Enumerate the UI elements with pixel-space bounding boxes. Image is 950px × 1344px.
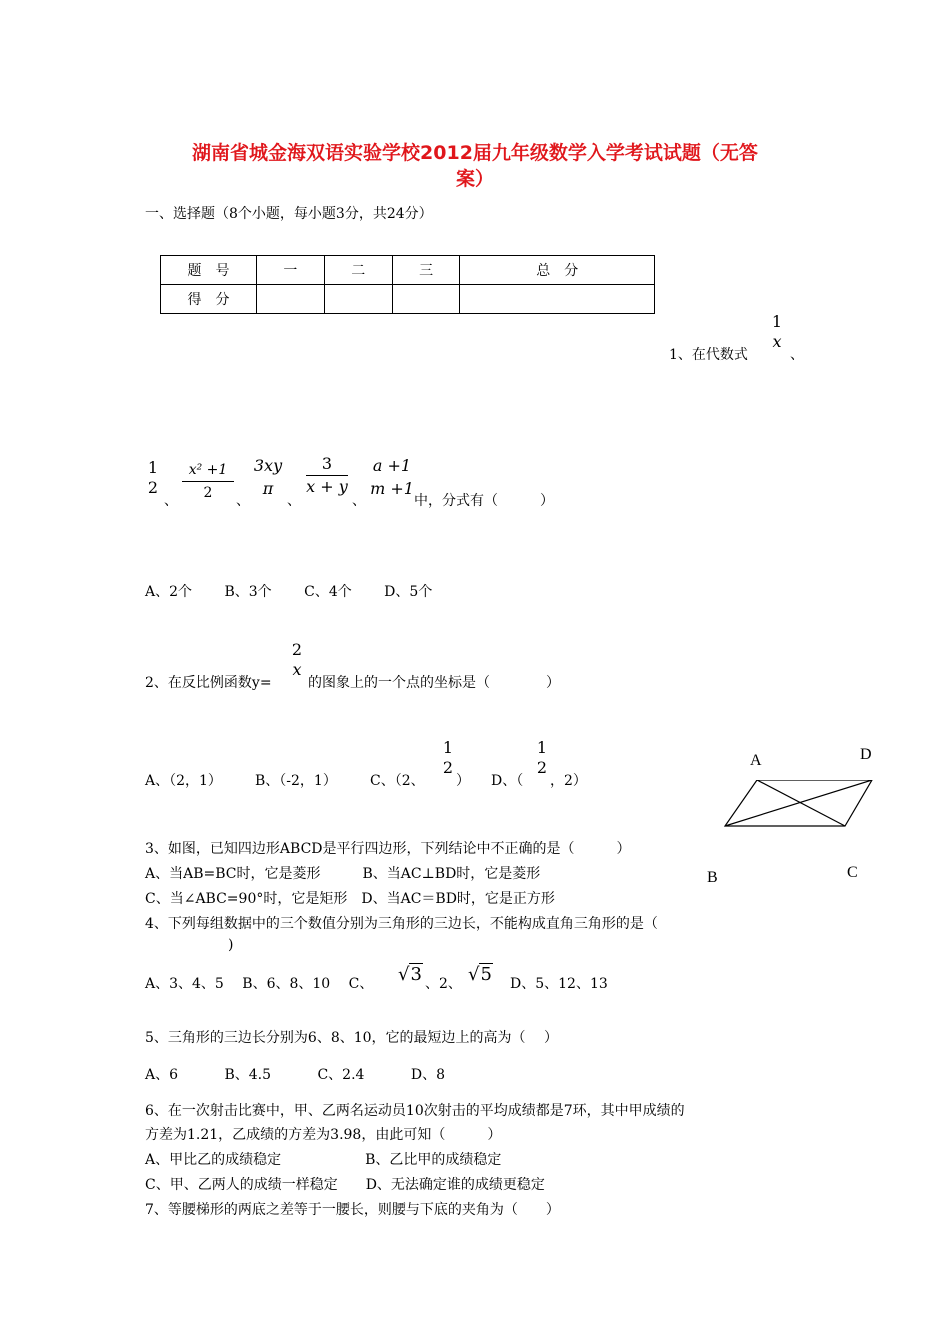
score-cell[interactable]	[257, 285, 325, 314]
q3-options-ab: A、当AB=BC时，它是菱形 B、当AC⊥BD时，它是菱形	[145, 866, 541, 882]
q2-stem-post: 的图象上的一个点的坐标是（ ）	[308, 675, 560, 691]
q1-fraction-b	[182, 460, 234, 503]
q1-frac-den: x	[772, 332, 782, 351]
diagonal-ac	[757, 780, 845, 826]
point-label-a: A	[750, 752, 762, 769]
q1-sep: 、	[164, 493, 178, 509]
point-label-b: B	[707, 869, 718, 886]
q4-stem-line2: )	[228, 937, 234, 953]
q1-separator: 、	[790, 347, 804, 363]
score-row-label: 得 分	[161, 285, 257, 314]
frac-num: x² +1	[188, 462, 228, 478]
q1-sep: 、	[287, 493, 301, 509]
q5-options: A、6 B、4.5 C、2.4 D、8	[145, 1067, 446, 1083]
frac-num: 2	[291, 640, 303, 659]
frac-den: m +1	[370, 479, 414, 498]
q2-option-d-pre: D、（	[491, 773, 524, 789]
sqrt-radicand: 3	[410, 964, 422, 985]
score-table-header-row	[161, 256, 655, 285]
score-cell[interactable]	[460, 285, 655, 314]
frac-den: π	[262, 479, 274, 498]
q4-option-d: D、5、12、13	[510, 976, 608, 992]
q1-sep: 、	[236, 493, 250, 509]
frac-den: 2	[536, 758, 548, 777]
score-table	[160, 255, 655, 314]
q4-separator: 、2、	[425, 976, 462, 992]
parallelogram-figure	[720, 780, 890, 840]
title-line-1: 湖南省城金海双语实验学校2012届九年级数学入学考试试题（无答	[192, 142, 758, 164]
q2-option-d-post: ，2）	[550, 773, 587, 789]
q1-fraction-e	[370, 456, 414, 499]
q4-sqrt-3: √3	[398, 964, 422, 985]
q1-fraction-c	[252, 456, 284, 499]
score-header-cell: 题 号	[161, 256, 257, 285]
q1-stem-post: 中，分式有（ ）	[414, 493, 554, 509]
q1-stem-pre: 1、在代数式	[669, 347, 748, 363]
q2-option-d-half	[535, 738, 549, 778]
q4-stem-line1: 4、下列每组数据中的三个数值分别为三角形的三边长，不能构成直角三角形的是（	[145, 916, 658, 932]
score-cell[interactable]	[392, 285, 460, 314]
q1-options: A、2个 B、3个 C、4个 D、5个	[145, 584, 433, 600]
q2-option-c-post: ）	[456, 773, 470, 789]
q1-frac-num: 1	[771, 312, 783, 331]
q4-sqrt-5: √5	[468, 964, 492, 985]
section-heading: 一、选择题（8个小题，每小题3分，共24分）	[145, 206, 433, 222]
frac-den: 2	[203, 485, 213, 501]
q3-stem: 3、如图，已知四边形ABCD是平行四边形，下列结论中不正确的是（ ）	[145, 841, 631, 857]
score-table-score-row	[161, 285, 655, 314]
q2-option-a: A、（2，1）	[145, 773, 222, 789]
frac-num: a +1	[372, 456, 412, 475]
score-header-cell: 一	[257, 256, 325, 285]
q6-stem-line1: 6、在一次射击比赛中，甲、乙两名运动员10次射击的平均成绩都是7环，其中甲成绩的	[145, 1103, 685, 1119]
frac-num: 1	[536, 738, 548, 757]
score-header-cell: 总 分	[460, 256, 655, 285]
q1-fraction-a	[145, 458, 161, 498]
q2-fraction	[290, 640, 304, 680]
q6-stem-line2: 方差为1.21，乙成绩的方差为3.98，由此可知（ ）	[145, 1127, 502, 1143]
q1-fraction-d	[306, 454, 348, 497]
score-header-cell: 三	[392, 256, 460, 285]
frac-den: x	[292, 660, 302, 679]
title-line-2: 案）	[455, 168, 494, 190]
frac-num: 1	[147, 458, 159, 477]
q3-options-cd: C、当∠ABC=90°时，它是矩形 D、当AC＝BD时，它是正方形	[145, 891, 555, 907]
frac-num: 1	[442, 738, 454, 757]
frac-num: 3	[321, 454, 333, 473]
q1-sep: 、	[352, 493, 366, 509]
frac-num: 3xy	[253, 456, 283, 475]
score-cell[interactable]	[324, 285, 392, 314]
score-header-cell: 二	[324, 256, 392, 285]
q5-stem: 5、三角形的三边长分别为6、8、10，它的最短边上的高为（ ）	[145, 1030, 558, 1046]
point-label-c: C	[847, 864, 858, 881]
frac-den: x + y	[306, 477, 348, 496]
q6-options-cd: C、甲、乙两人的成绩一样稳定 D、无法确定谁的成绩更稳定	[145, 1177, 545, 1193]
q2-option-c-pre: C、（2、	[370, 773, 425, 789]
q7-stem: 7、等腰梯形的两底之差等于一腰长，则腰与下底的夹角为（ ）	[145, 1202, 560, 1218]
q1-fraction-1-over-x	[770, 312, 784, 352]
sqrt-radicand: 5	[480, 964, 492, 985]
q2-option-b: B、（-2，1）	[255, 773, 337, 789]
page-title	[140, 140, 810, 192]
point-label-d: D	[860, 746, 872, 763]
q4-options-ab: A、3、4、5 B、6、8、10 C、	[145, 976, 374, 992]
q6-options-ab: A、甲比乙的成绩稳定 B、乙比甲的成绩稳定	[145, 1152, 502, 1168]
q2-option-c-half	[441, 738, 455, 778]
q2-stem-pre: 2、在反比例函数y=	[145, 675, 272, 691]
diagonal-bd	[725, 780, 872, 826]
frac-den: 2	[147, 478, 159, 497]
frac-den: 2	[442, 758, 454, 777]
